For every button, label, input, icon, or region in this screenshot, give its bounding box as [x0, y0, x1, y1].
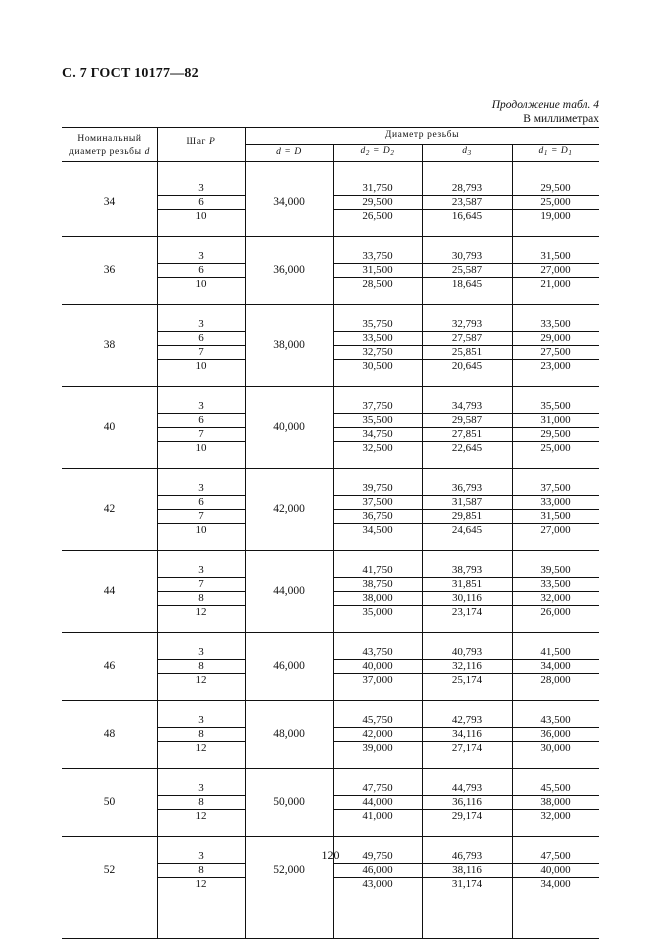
- diameter-d1-cell: 45,500: [540, 782, 571, 794]
- diameter-d2-cell: 39,000: [362, 742, 393, 754]
- diameter-d3-cell: 38,116: [452, 864, 482, 876]
- diameter-d2-cell: 28,500: [362, 278, 393, 290]
- diameter-d1-cell: 31,500: [540, 510, 571, 522]
- table-continuation-label: Продолжение табл. 4: [491, 99, 599, 111]
- header-nominal-line2: диаметр резьбы d: [69, 147, 150, 157]
- diameter-d1-cell: 26,000: [540, 606, 571, 618]
- nominal-diameter-cell: 48: [103, 728, 116, 740]
- pitch-cell: 10: [195, 278, 207, 290]
- diameter-d3-cell: 29,174: [451, 810, 483, 822]
- header-col-d2: $d_2 = D_2$: [360, 146, 395, 157]
- diameter-d2-cell: 47,750: [362, 782, 393, 794]
- diameter-d3-cell: 30,116: [452, 592, 482, 604]
- diameter-d3-cell: 29,851: [451, 510, 483, 522]
- header-pitch: Шаг P: [186, 136, 216, 147]
- diameter-d1-cell: 21,000: [540, 278, 571, 290]
- pitch-cell: 12: [195, 810, 207, 822]
- diameter-d3-cell: 16,645: [451, 210, 483, 222]
- diameter-d1-cell: 27,500: [540, 346, 571, 358]
- pitch-cell: 3: [198, 250, 204, 262]
- diameter-d3-cell: 31,174: [451, 878, 483, 890]
- diameter-d3-cell: 36,116: [452, 796, 482, 808]
- table-rule: [62, 700, 599, 701]
- diameter-d1-cell: 35,500: [540, 400, 571, 412]
- table-rule: [62, 386, 599, 387]
- pitch-cell: 7: [198, 578, 204, 590]
- pitch-cell: 6: [198, 196, 204, 208]
- diameter-d2-cell: 39,750: [362, 482, 393, 494]
- diameter-d1-cell: 34,000: [540, 660, 571, 672]
- diameter-d1-cell: 29,500: [540, 428, 571, 440]
- table-rule: [62, 468, 599, 469]
- diameter-d3-cell: 27,851: [451, 428, 483, 440]
- pitch-cell: 10: [195, 442, 207, 454]
- pitch-cell: 12: [195, 674, 207, 686]
- pitch-cell: 7: [198, 510, 204, 522]
- diameter-d2-cell: 43,000: [362, 878, 393, 890]
- diameter-d2-cell: 31,750: [362, 182, 393, 194]
- diameter-d3-cell: 34,116: [452, 728, 482, 740]
- diameter-d1-cell: 29,000: [540, 332, 571, 344]
- header-nominal-diameter: [62, 127, 157, 165]
- diameter-d1-cell: 37,500: [540, 482, 571, 494]
- diameter-d-D-cell: 40,000: [273, 421, 305, 433]
- diameter-d3-cell: 24,645: [451, 524, 483, 536]
- table-rule: [62, 304, 599, 305]
- diameter-d1-cell: 41,500: [540, 646, 571, 658]
- nominal-diameter-cell: 36: [103, 264, 116, 276]
- diameter-d2-cell: 34,750: [362, 428, 393, 440]
- diameter-d3-cell: 40,793: [451, 646, 483, 658]
- diameter-d1-cell: 38,000: [540, 796, 571, 808]
- diameter-d3-cell: 46,793: [451, 850, 483, 862]
- pitch-cell: 3: [198, 182, 204, 194]
- diameter-d1-cell: 30,000: [540, 742, 571, 754]
- pitch-cell: 12: [195, 878, 207, 890]
- table-rule: [245, 127, 246, 938]
- pitch-cell: 12: [195, 742, 207, 754]
- diameter-d1-cell: 40,000: [540, 864, 571, 876]
- pitch-cell: 8: [198, 592, 204, 604]
- pitch-cell: 3: [198, 400, 204, 412]
- diameter-d3-cell: 27,587: [451, 332, 483, 344]
- header-thread-diameter-group: Диаметр резьбы: [384, 130, 460, 140]
- diameter-d1-cell: 33,500: [540, 318, 571, 330]
- pitch-cell: 10: [195, 360, 207, 372]
- pitch-cell: 10: [195, 524, 207, 536]
- pitch-cell: 6: [198, 496, 204, 508]
- pitch-cell: 6: [198, 332, 204, 344]
- diameter-d2-cell: 35,000: [362, 606, 393, 618]
- table-rule: [62, 550, 599, 551]
- table-rule: [62, 632, 599, 633]
- pitch-cell: 7: [198, 346, 204, 358]
- diameter-d3-cell: 28,793: [451, 182, 483, 194]
- diameter-d2-cell: 41,750: [362, 564, 393, 576]
- diameter-d1-cell: 28,000: [540, 674, 571, 686]
- diameter-d3-cell: 29,587: [451, 414, 483, 426]
- diameter-d1-cell: 29,500: [540, 182, 571, 194]
- nominal-diameter-cell: 40: [103, 421, 116, 433]
- diameter-d1-cell: 23,000: [540, 360, 571, 372]
- header-col-d1: $d_1 = D_1$: [538, 146, 573, 157]
- diameter-d1-cell: 25,000: [540, 442, 571, 454]
- diameter-d1-cell: 32,000: [540, 810, 571, 822]
- diameter-d2-cell: 33,500: [362, 332, 393, 344]
- diameter-d2-cell: 36,750: [362, 510, 393, 522]
- diameter-d2-cell: 45,750: [362, 714, 393, 726]
- nominal-diameter-cell: 38: [103, 339, 116, 351]
- nominal-diameter-cell: 34: [103, 196, 116, 208]
- diameter-d-D-cell: 44,000: [273, 585, 305, 597]
- diameter-d3-cell: 23,587: [451, 196, 483, 208]
- diameter-d3-cell: 32,116: [452, 660, 482, 672]
- diameter-d2-cell: 42,000: [362, 728, 393, 740]
- diameter-d2-cell: 37,500: [362, 496, 393, 508]
- table-rule: [62, 127, 599, 128]
- diameter-d1-cell: 32,000: [540, 592, 571, 604]
- pitch-cell: 3: [198, 714, 204, 726]
- diameter-d2-cell: 38,000: [362, 592, 393, 604]
- diameter-d2-cell: 40,000: [362, 660, 393, 672]
- header-col-d-D: d = D: [276, 147, 302, 157]
- pitch-cell: 8: [198, 728, 204, 740]
- diameter-d3-cell: 31,587: [451, 496, 483, 508]
- pitch-cell: 12: [195, 606, 207, 618]
- diameter-d-D-cell: 48,000: [273, 728, 305, 740]
- diameter-d1-cell: 43,500: [540, 714, 571, 726]
- diameter-d3-cell: 31,851: [451, 578, 483, 590]
- nominal-diameter-cell: 50: [103, 796, 116, 808]
- nominal-diameter-cell: 52: [103, 864, 116, 876]
- table-rule: [62, 768, 599, 769]
- pitch-cell: 7: [198, 428, 204, 440]
- table-rule: [62, 836, 599, 837]
- diameter-d1-cell: 36,000: [540, 728, 571, 740]
- diameter-d2-cell: 38,750: [362, 578, 393, 590]
- diameter-d2-cell: 43,750: [362, 646, 393, 658]
- diameter-d2-cell: 37,000: [362, 674, 393, 686]
- diameter-d-D-cell: 50,000: [273, 796, 305, 808]
- pitch-cell: 8: [198, 660, 204, 672]
- pitch-cell: 3: [198, 564, 204, 576]
- diameter-d-D-cell: 42,000: [273, 503, 305, 515]
- diameter-d1-cell: 25,000: [540, 196, 571, 208]
- diameter-d3-cell: 25,587: [451, 264, 483, 276]
- diameter-d3-cell: 27,174: [451, 742, 483, 754]
- diameter-d1-cell: 47,500: [540, 850, 571, 862]
- diameter-d2-cell: 31,500: [362, 264, 393, 276]
- diameter-d2-cell: 32,500: [362, 442, 393, 454]
- diameter-d3-cell: 44,793: [451, 782, 483, 794]
- nominal-diameter-cell: 42: [103, 503, 116, 515]
- diameter-d3-cell: 36,793: [451, 482, 483, 494]
- diameter-d2-cell: 29,500: [362, 196, 393, 208]
- pitch-cell: 10: [195, 210, 207, 222]
- diameter-d3-cell: 25,851: [451, 346, 483, 358]
- diameter-d3-cell: 18,645: [451, 278, 483, 290]
- nominal-diameter-cell: 46: [103, 660, 116, 672]
- diameter-d3-cell: 32,793: [451, 318, 483, 330]
- diameter-d2-cell: 26,500: [362, 210, 393, 222]
- diameter-d2-cell: 33,750: [362, 250, 393, 262]
- diameter-d1-cell: 33,500: [540, 578, 571, 590]
- diameter-d1-cell: 19,000: [540, 210, 571, 222]
- diameter-d3-cell: 22,645: [451, 442, 483, 454]
- table-rule: [62, 161, 599, 162]
- diameter-d2-cell: 32,750: [362, 346, 393, 358]
- diameter-d1-cell: 33,000: [540, 496, 571, 508]
- nominal-diameter-cell: 44: [103, 585, 116, 597]
- page-header: С. 7 ГОСТ 10177—82: [62, 66, 199, 81]
- diameter-d2-cell: 35,750: [362, 318, 393, 330]
- table-units-label: В миллиметрах: [523, 113, 599, 125]
- diameter-d2-cell: 41,000: [362, 810, 393, 822]
- diameter-d-D-cell: 46,000: [273, 660, 305, 672]
- pitch-cell: 3: [198, 482, 204, 494]
- diameter-d1-cell: 27,000: [540, 524, 571, 536]
- page-number: 120: [321, 848, 340, 862]
- diameter-d1-cell: 34,000: [540, 878, 571, 890]
- pitch-cell: 3: [198, 318, 204, 330]
- diameter-d3-cell: 25,174: [451, 674, 483, 686]
- diameter-d3-cell: 38,793: [451, 564, 483, 576]
- diameter-d-D-cell: 52,000: [273, 864, 305, 876]
- diameter-d2-cell: 35,500: [362, 414, 393, 426]
- pitch-cell: 3: [198, 850, 204, 862]
- diameter-d2-cell: 49,750: [362, 850, 393, 862]
- diameter-d3-cell: 34,793: [451, 400, 483, 412]
- diameter-d1-cell: 27,000: [540, 264, 571, 276]
- header-nominal-line1: Номинальный: [77, 134, 142, 144]
- diameter-d2-cell: 37,750: [362, 400, 393, 412]
- diameter-d2-cell: 46,000: [362, 864, 393, 876]
- diameter-d3-cell: 42,793: [451, 714, 483, 726]
- pitch-cell: 3: [198, 646, 204, 658]
- pitch-cell: 6: [198, 414, 204, 426]
- diameter-d-D-cell: 34,000: [273, 196, 305, 208]
- diameter-d1-cell: 31,000: [540, 414, 571, 426]
- diameter-d2-cell: 34,500: [362, 524, 393, 536]
- diameter-d-D-cell: 36,000: [273, 264, 305, 276]
- diameter-d2-cell: 30,500: [362, 360, 393, 372]
- pitch-cell: 8: [198, 864, 204, 876]
- diameter-d-D-cell: 38,000: [273, 339, 305, 351]
- diameter-d3-cell: 23,174: [451, 606, 483, 618]
- pitch-cell: 6: [198, 264, 204, 276]
- table-rule: [62, 236, 599, 237]
- diameter-d3-cell: 20,645: [451, 360, 483, 372]
- pitch-cell: 3: [198, 782, 204, 794]
- pitch-cell: 8: [198, 796, 204, 808]
- diameter-d2-cell: 44,000: [362, 796, 393, 808]
- diameter-d1-cell: 31,500: [540, 250, 571, 262]
- diameter-d3-cell: 30,793: [451, 250, 483, 262]
- header-col-d3: $d_3$: [462, 146, 472, 157]
- diameter-d1-cell: 39,500: [540, 564, 571, 576]
